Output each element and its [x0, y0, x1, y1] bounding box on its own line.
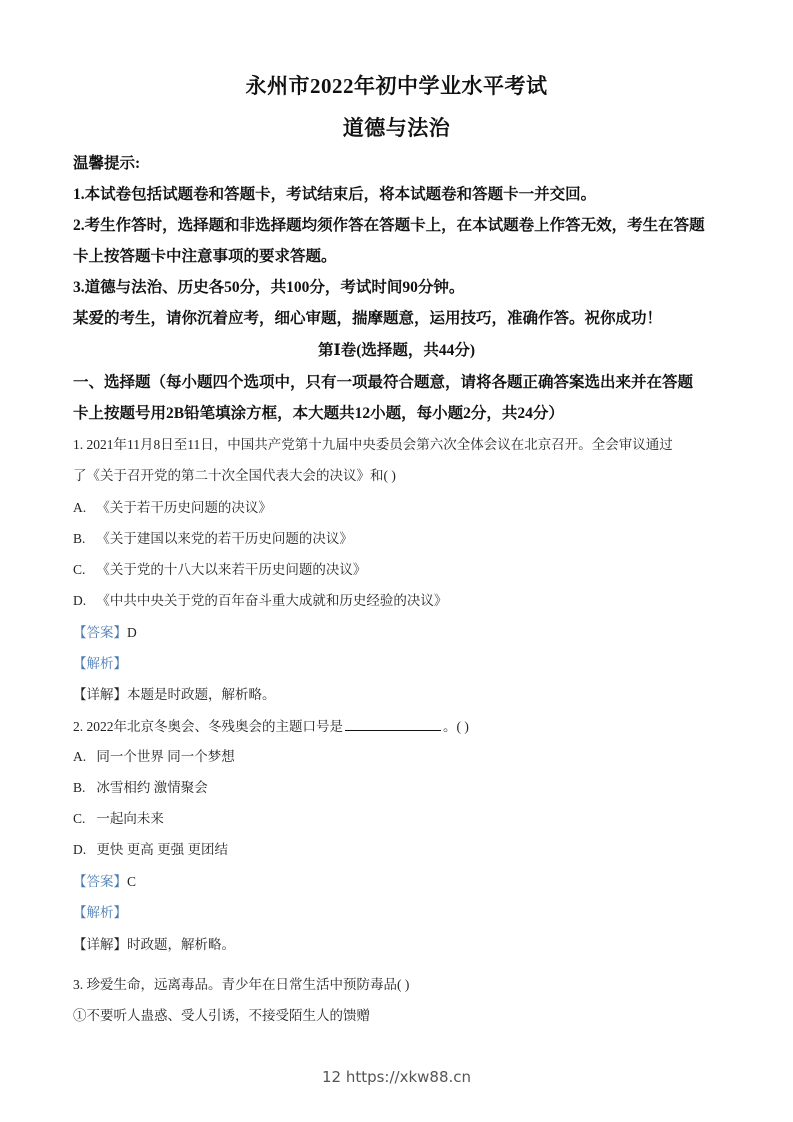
- q2-option-b: [73, 776, 208, 796]
- q2-option-c: [73, 807, 164, 827]
- q1-detail: [73, 683, 276, 703]
- q1-stem-line1: 1. 2021年11月8日至11日，中国共产党第十九届中央委员会第六次全体会议在北京召开。全会审议通过: [73, 437, 673, 452]
- option-letter: B.: [73, 531, 86, 546]
- section-instruction-line1: 一、选择题（每小题四个选项中，只有一项最符合题意，请将各题正确答案选出来并在答题: [73, 374, 694, 391]
- detail-tag: 【详解】: [73, 687, 127, 702]
- option-text: 《关于若干历史问题的决议》: [96, 500, 272, 515]
- notice-item-2: 2.考生作答时，选择题和非选择题均须作答在答题卡上，在本试题卷上作答无效，考生在答题: [73, 217, 705, 234]
- answer-value: D: [127, 625, 137, 640]
- notice-heading: 温馨提示:: [73, 155, 141, 172]
- q2-option-d: [73, 838, 228, 858]
- option-letter: D.: [73, 842, 87, 857]
- option-text: 一起向未来: [96, 811, 164, 826]
- option-text: 冰雪相约 激情聚会: [96, 780, 208, 795]
- q2-stem: [73, 715, 469, 735]
- option-text: 同一个世界 同一个梦想: [96, 749, 235, 764]
- answer-value: C: [127, 874, 137, 889]
- q1-analysis: [73, 652, 127, 672]
- exam-title: 永州市2022年初中学业水平考试: [245, 74, 548, 98]
- fill-in-blank: [345, 716, 441, 731]
- option-letter: D.: [73, 593, 87, 608]
- detail-text: 时政题，解析略。: [127, 937, 235, 952]
- exam-subject: 道德与法治: [342, 116, 451, 140]
- detail-tag: 【详解】: [73, 937, 127, 952]
- notice-item-3: 3.道德与法治、历史各50分，共100分，考试时间90分钟。: [73, 279, 465, 296]
- q1-option-c: [73, 558, 366, 578]
- analysis-tag: 【解析】: [73, 656, 127, 671]
- answer-tag: 【答案】: [73, 874, 127, 889]
- option-letter: A.: [73, 749, 87, 764]
- q1-stem-line2: 了《关于召开党的第二十次全国代表大会的决议》和( ): [73, 468, 396, 483]
- section-title: 第Ⅰ卷(选择题，共44分): [317, 342, 476, 359]
- option-text: 更快 更高 更强 更团结: [96, 842, 228, 857]
- q2-answer: [73, 870, 136, 890]
- option-letter: A.: [73, 500, 87, 515]
- q3-item-1: ①不要听人蛊惑、受人引诱，不接受陌生人的馈赠: [73, 1008, 370, 1023]
- notice-item-1: 1.本试卷包括试题卷和答题卡，考试结束后，将本试题卷和答题卡一并交回。: [73, 186, 597, 203]
- option-text: 《中共中央关于党的百年奋斗重大成就和历史经验的决议》: [96, 593, 448, 608]
- q2-stem-after: 。( ): [443, 719, 469, 734]
- section-instruction-line2: 卡上按题号用2B铅笔填涂方框，本大题共12小题，每小题2分，共24分）: [73, 405, 564, 422]
- page-footer: 12 https://xkw88.cn: [321, 1068, 472, 1086]
- q3-stem: 3. 珍爱生命，远离毒品。青少年在日常生活中预防毒品( ): [73, 977, 410, 992]
- option-text: 《关于建国以来党的若干历史问题的决议》: [96, 531, 353, 546]
- q2-stem-before: 2. 2022年北京冬奥会、冬残奥会的主题口号是: [73, 719, 343, 734]
- q1-option-d: [73, 589, 447, 609]
- q1-answer: [73, 621, 137, 641]
- notice-item-2-cont: 卡上按答题卡中注意事项的要求答题。: [73, 248, 337, 265]
- notice-encouragement: 某爱的考生，请你沉着应考，细心审题，揣摩题意，运用技巧，准确作答。祝你成功！: [73, 310, 663, 327]
- q1-option-a: [73, 496, 272, 516]
- q2-analysis: [73, 901, 127, 921]
- q2-detail: [73, 933, 235, 953]
- answer-tag: 【答案】: [73, 625, 127, 640]
- detail-text: 本题是时政题，解析略。: [127, 687, 276, 702]
- q2-option-a: [73, 745, 235, 765]
- analysis-tag: 【解析】: [73, 905, 127, 920]
- option-letter: C.: [73, 811, 86, 826]
- option-text: 《关于党的十八大以来若干历史问题的决议》: [96, 562, 367, 577]
- option-letter: B.: [73, 780, 86, 795]
- option-letter: C.: [73, 562, 86, 577]
- q1-option-b: [73, 527, 353, 547]
